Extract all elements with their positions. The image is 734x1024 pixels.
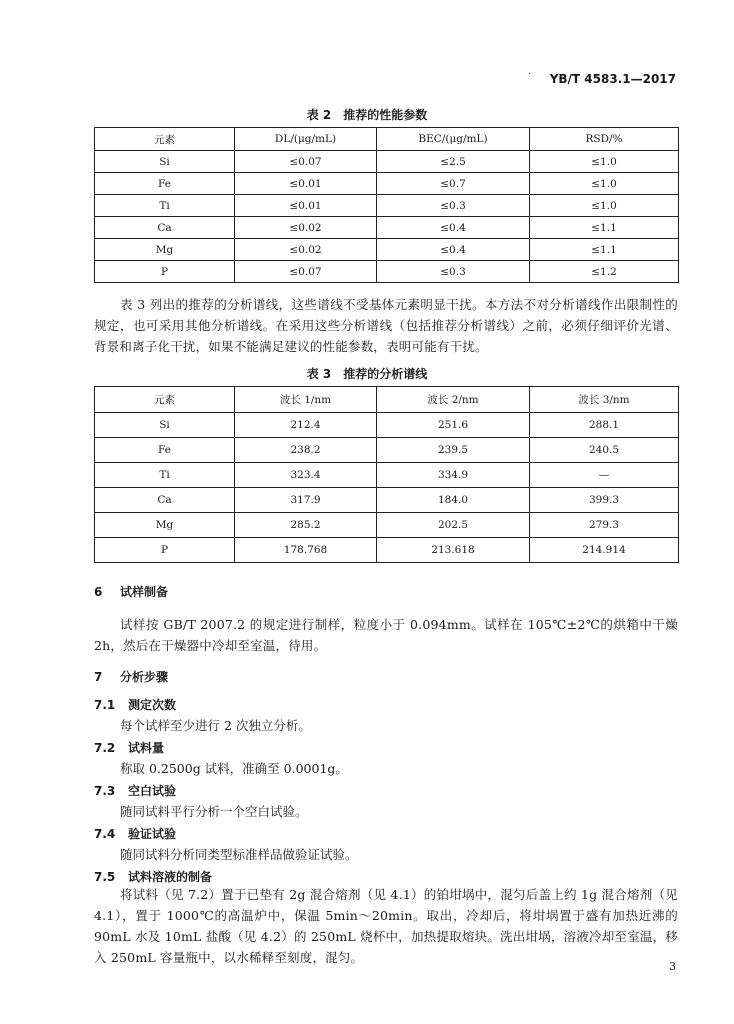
table-row xyxy=(95,513,679,538)
subsection-title: 试料溶液的制备 xyxy=(128,870,213,884)
table-cell: 202.5 xyxy=(377,513,530,538)
table-row xyxy=(95,217,679,239)
table-cell: ≤0.01 xyxy=(235,173,377,195)
table3-caption: 表 3 推荐的分析谱线 xyxy=(306,367,428,381)
subsection-7-5-body: 将试料（见 7.2）置于已垫有 2g 混合熔剂（见 4.1）的铂坩埚中，混匀后盖上约 1g 混合熔剂（见 4.1），置于 1000℃的高温炉中，保温 5min～20min。取出，冷却后，将坩埚置于盛有加热近沸的 90mL 水及 10mL 盐酸（见 4.2）的 250mL 烧杯中，加热提取熔块。洗出坩埚，溶液冷却至室温，移入 250mL 容量瓶中，以水稀释至刻度，混匀。 xyxy=(94,887,678,965)
subsection-number: 7.2 xyxy=(94,741,116,755)
table3-header-cell: 元素 xyxy=(95,387,235,413)
table-cell: ≤0.07 xyxy=(235,261,377,283)
table-cell: Mg xyxy=(95,239,235,261)
table-cell: 317.9 xyxy=(235,488,377,513)
table-row xyxy=(95,195,679,217)
table2-caption: 表 2 推荐的性能参数 xyxy=(306,108,428,122)
subsection-7-4-heading xyxy=(94,825,176,842)
table-cell: ≤1.1 xyxy=(530,217,679,239)
table-cell: 288.1 xyxy=(530,413,679,438)
table-cell: 213.618 xyxy=(377,538,530,563)
section-title: 试样制备 xyxy=(120,585,169,599)
section-6-body: 试样按 GB/T 2007.2 的规定进行制样，粒度小于 0.094mm。试样在 105℃±2℃的烘箱中干燥 2h，然后在干燥器中冷却至室温，待用。 xyxy=(94,617,678,653)
table3 xyxy=(94,386,679,563)
table3-header-cell: 波长 1/nm xyxy=(235,387,377,413)
table-cell: 178.768 xyxy=(235,538,377,563)
table-cell: Ca xyxy=(95,217,235,239)
table3-intro-paragraph: 表 3 列出的推荐的分析谱线，这些谱线不受基体元素明显干扰。本方法不对分析谱线作出限制性的规定，也可采用其他分析谱线。在采用这些分析谱线（包括推荐分析谱线）之前，必须仔细评价光谱、背景和离子化干扰，如果不能满足建议的性能参数，表明可能有干扰。 xyxy=(94,297,678,354)
subsection-number: 7.4 xyxy=(94,827,116,841)
table2-header-cell: DL/(μg/mL) xyxy=(235,128,377,151)
table-cell: Fe xyxy=(95,173,235,195)
table-cell: — xyxy=(530,463,679,488)
table-cell: Ti xyxy=(95,463,235,488)
page-number: 3 xyxy=(669,960,676,973)
table-cell: 285.2 xyxy=(235,513,377,538)
table-cell: P xyxy=(95,261,235,283)
table-cell: ≤1.1 xyxy=(530,239,679,261)
table2-header-cell: RSD/% xyxy=(530,128,679,151)
subsection-7-3-body: 随同试料平行分析一个空白试验。 xyxy=(120,804,308,819)
table-row xyxy=(95,173,679,195)
subsection-7-5-heading xyxy=(94,868,212,885)
subsection-title: 试料量 xyxy=(128,741,165,755)
subsection-7-3-heading xyxy=(94,782,176,799)
table-cell: 251.6 xyxy=(377,413,530,438)
section-title: 分析步骤 xyxy=(120,670,169,684)
table-cell: ≤0.4 xyxy=(377,239,530,261)
table-cell: ≤0.02 xyxy=(235,239,377,261)
table-cell: 239.5 xyxy=(377,438,530,463)
table-cell: 240.5 xyxy=(530,438,679,463)
table-cell: ≤0.3 xyxy=(377,261,530,283)
subsection-7-4-body: 随同试料分析同类型标准样品做验证试验。 xyxy=(120,847,358,862)
table-cell: ≤0.07 xyxy=(235,151,377,173)
subsection-title: 验证试验 xyxy=(128,827,177,841)
table-cell: 238.2 xyxy=(235,438,377,463)
section-number: 6 xyxy=(94,585,103,599)
table-cell: 184.0 xyxy=(377,488,530,513)
table3-header-row xyxy=(95,387,679,413)
table-cell: 279.3 xyxy=(530,513,679,538)
subsection-number: 7.1 xyxy=(94,698,116,712)
subsection-7-2-heading xyxy=(94,739,164,756)
table-cell: ≤1.0 xyxy=(530,173,679,195)
table-cell: ≤0.02 xyxy=(235,217,377,239)
table-row xyxy=(95,413,679,438)
table2-header-cell: BEC/(μg/mL) xyxy=(377,128,530,151)
table-row xyxy=(95,239,679,261)
table-cell: 334.9 xyxy=(377,463,530,488)
table-cell: Si xyxy=(95,151,235,173)
table-row xyxy=(95,438,679,463)
table-cell: 323.4 xyxy=(235,463,377,488)
table-cell: ≤2.5 xyxy=(377,151,530,173)
table-cell: Fe xyxy=(95,438,235,463)
table-cell: ≤0.01 xyxy=(235,195,377,217)
table-row xyxy=(95,488,679,513)
section-7-heading xyxy=(94,668,168,685)
table-cell: ≤0.3 xyxy=(377,195,530,217)
table-row xyxy=(95,151,679,173)
table-cell: 399.3 xyxy=(530,488,679,513)
section-6-heading xyxy=(94,583,168,600)
table-cell: ≤0.7 xyxy=(377,173,530,195)
subsection-title: 空白试验 xyxy=(128,784,177,798)
table-cell: Si xyxy=(95,413,235,438)
table-cell: ≤0.4 xyxy=(377,217,530,239)
subsection-7-1-body: 每个试样至少进行 2 次独立分析。 xyxy=(120,718,311,733)
section-number: 7 xyxy=(94,670,103,684)
table-cell: ≤1.0 xyxy=(530,151,679,173)
table2-header-cell: 元素 xyxy=(95,128,235,151)
table-cell: ≤1.0 xyxy=(530,195,679,217)
subsection-7-1-heading xyxy=(94,696,176,713)
table-cell: Ca xyxy=(95,488,235,513)
table2 xyxy=(94,127,679,283)
table-cell: ≤1.2 xyxy=(530,261,679,283)
table-cell: 212.4 xyxy=(235,413,377,438)
table-cell: Ti xyxy=(95,195,235,217)
standard-code: YB/T 4583.1—2017 xyxy=(549,72,676,86)
table3-header-cell: 波长 3/nm xyxy=(530,387,679,413)
table3-header-cell: 波长 2/nm xyxy=(377,387,530,413)
table-row xyxy=(95,538,679,563)
subsection-title: 测定次数 xyxy=(128,698,177,712)
subsection-number: 7.5 xyxy=(94,870,116,884)
table-cell: P xyxy=(95,538,235,563)
table-cell: Mg xyxy=(95,513,235,538)
table-cell: 214.914 xyxy=(530,538,679,563)
table-row xyxy=(95,463,679,488)
subsection-number: 7.3 xyxy=(94,784,116,798)
header-dot: . xyxy=(528,66,532,77)
subsection-7-2-body: 称取 0.2500g 试料，准确至 0.0001g。 xyxy=(120,761,348,776)
table2-header-row xyxy=(95,128,679,151)
table-row xyxy=(95,261,679,283)
